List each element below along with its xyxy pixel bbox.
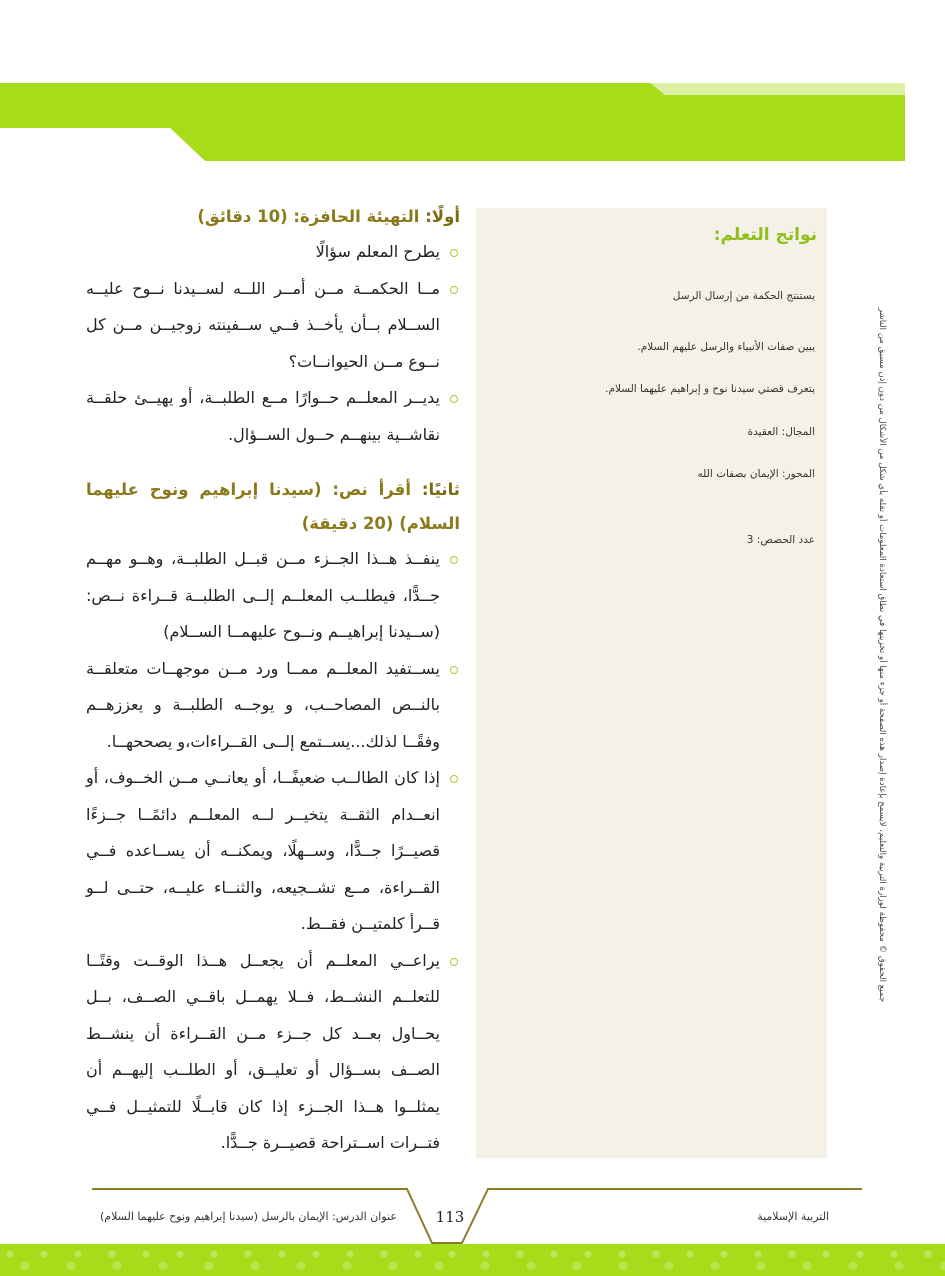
section-2-title [86, 473, 460, 541]
bottom-band [0, 1244, 945, 1276]
section-1-title [86, 200, 460, 234]
lesson-title: عنوان الدرس: الإيمان بالرسل (سيدنا إبراهيم ونوح عليهما السلام) [100, 1210, 397, 1223]
list-item: يســتفيد المعلــم ممــا ورد مــن موجهــات متعلقــة بالنــص المصاحــب، و يوجــه الطلبــة و يعززهــم وفقًــا لذلك...يســتمع إلــى القــراءات،و يصححهــا. [86, 651, 460, 761]
top-banner [0, 83, 905, 161]
subject-name: التربية الإسلامية [757, 1210, 829, 1223]
section-1-heading: التهيئة الحافزة: (10 دقائق) [197, 207, 420, 226]
axis-label: المحور: الإيمان بصفات الله [697, 468, 815, 480]
section-2-label: ثانيًا: [421, 480, 461, 499]
page-number: 113 [435, 1208, 465, 1226]
list-item: يديــر المعلــم حــوارًا مــع الطلبــة، أو يهيــئ حلقــة نقاشــية بينهــم حــول الســؤال. [86, 380, 460, 453]
sessions-count: عدد الحصص: 3 [746, 534, 815, 546]
list-item: مــا الحكمــة مــن أمــر اللــه لســيدنا نــوح عليــه الســلام بــأن يأخــذ فــي ســفينته زوجيــن مــن كل نــوع مــن الحيوانــات؟ [86, 271, 460, 381]
outcomes-title: نواتج التعلم: [713, 225, 817, 245]
learning-outcomes-box [476, 208, 827, 1158]
section-2-list [86, 541, 460, 1162]
section-2-heading: أقرأ نص: (سيدنا إبراهيم ونوح عليهما السلام) (20 دقيقة) [86, 480, 460, 533]
copyright-note [876, 300, 888, 1010]
list-item: يراعــي المعلــم أن يجعــل هــذا الوقــت وقتًــا للتعلــم النشــط، فــلا يهمــل باقــي الصــف، بــل يحــاول بعــد كل جــزء مــن القــراءة أن ينشــط الصــف بســؤال أو تعليــق، أو الطلــب إليهــم أن يمثلــوا هــذا الجــزء إذا كان قابــلًا للتمثيــل فــي فتــرات اســتراحة قصيــرة جــدًّا. [86, 943, 460, 1162]
main-column [86, 200, 460, 1162]
section-1-label: أولًا: [425, 207, 460, 226]
copyright-text: جميع الحقوق © محفوظة لوزارة التربية والتعليم، لايسمح بإعادة إصدار هذه الصفحة أو جزء منها أو تخزينها في نطاق استعادة المعلومات أو نقله بأي شكل من الأشكال من دون إذن مسبق من الناشر [877, 307, 887, 1003]
domain-label: المجال: العقيدة [747, 426, 815, 438]
list-item: إذا كان الطالــب ضعيفًــا، أو يعانــي مــن الخــوف، أو انعــدام الثقــة يتخيــر لــه المعلــم دائمًــا جــزءًا قصيــرًا جــدًّا، وســهلًا، ويمكنــه أن يســاعده فــي القــراءة، مــع تشــجيعه، والثنــاء عليــه، حتــى لــو قــرأ كلمتيــن فقــط. [86, 760, 460, 943]
outcome-item: يبين صفات الأنبياء والرسل عليهم السلام. [637, 341, 815, 353]
outcome-item: يستنتج الحكمة من إرسال الرسل [672, 290, 815, 302]
list-item: يطرح المعلم سؤالًا [86, 234, 460, 271]
list-item: ينفــذ هــذا الجــزء مــن قبــل الطلبــة، وهــو مهــم جــدًّا، فيطلــب المعلــم إلــى الطلبــة قــراءة نــص: (ســيدنا إبراهيــم ونــوح عليهمــا الســلام) [86, 541, 460, 651]
section-1-list [86, 234, 460, 453]
outcome-item: يتعرف قصتي سيدنا نوح و إبراهيم عليهما السلام. [605, 383, 815, 395]
